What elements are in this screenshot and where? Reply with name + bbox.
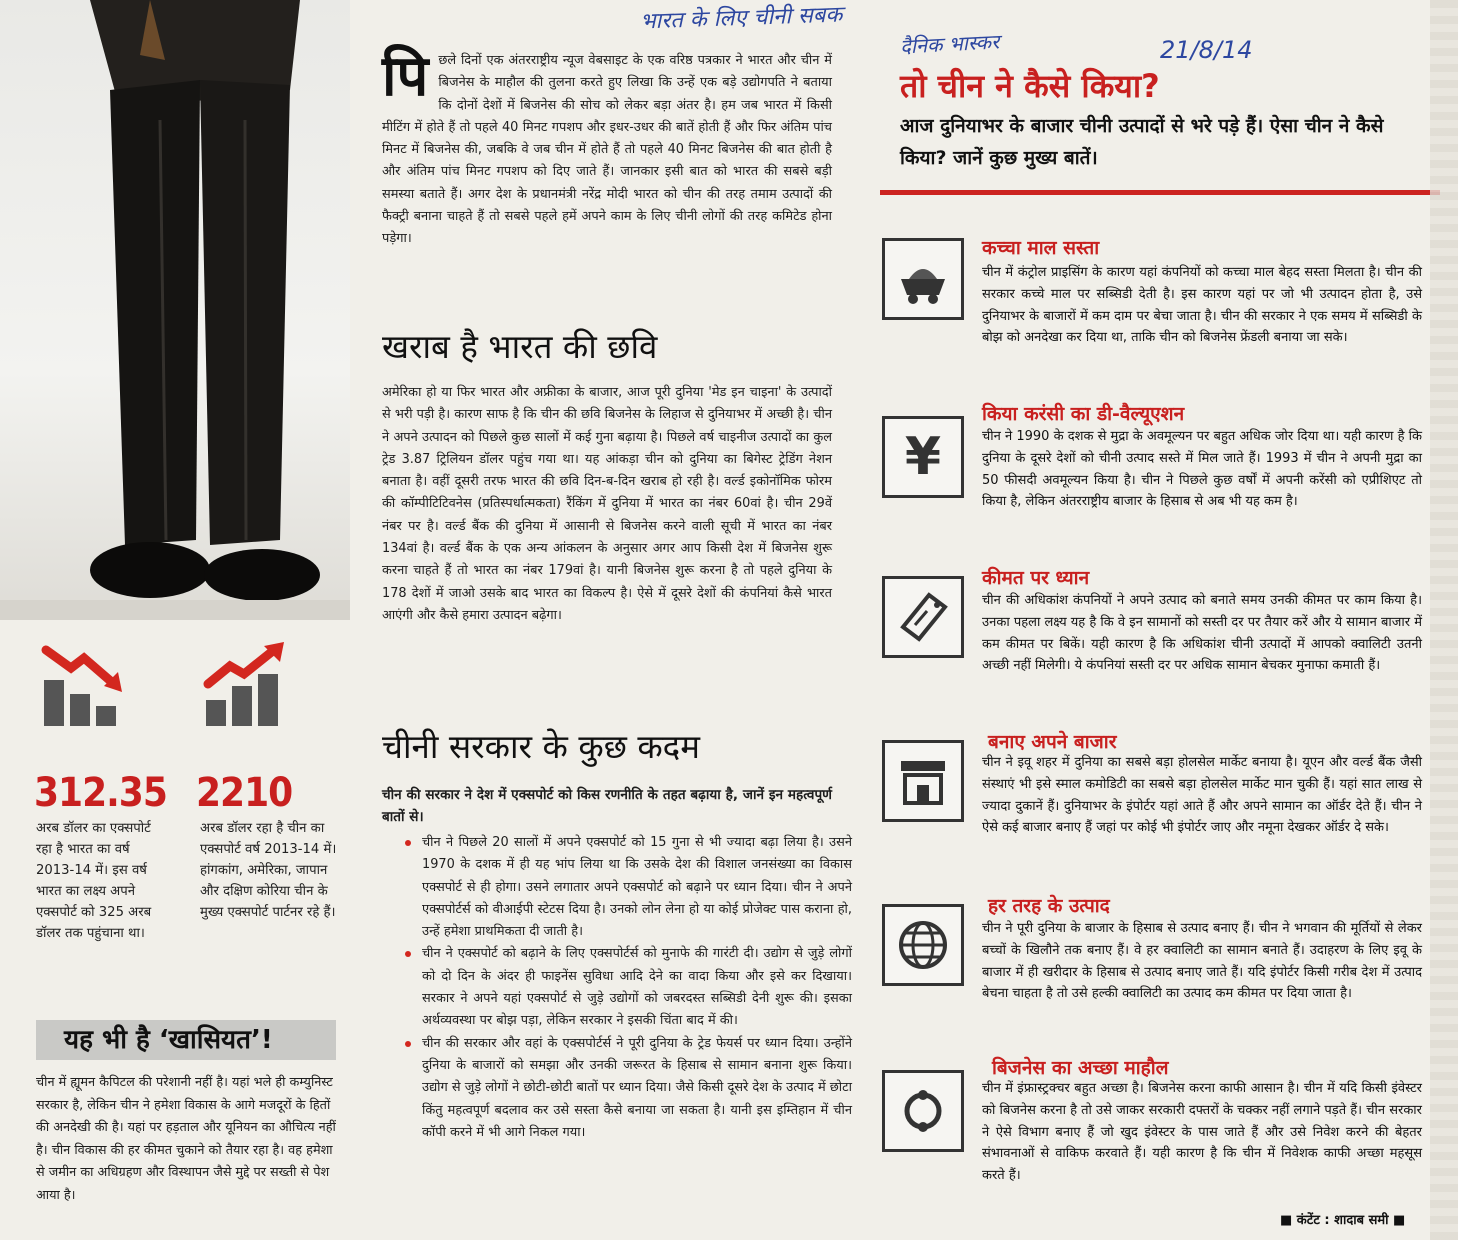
stat-value-china: 2210 xyxy=(196,770,293,816)
yen-icon: ¥ xyxy=(882,416,964,498)
business-cycle-icon xyxy=(882,1070,964,1152)
section-title: बिजनेस का अच्छा माहौल xyxy=(992,1057,1169,1079)
businessman-legs-illustration xyxy=(0,0,350,620)
uptrend-chart-icon xyxy=(198,640,298,730)
list-item: चीन ने एक्सपोर्ट को बढ़ाने के लिए एक्सपोर्टर्स को मुनाफे की गारंटी दी। उद्योग से जुड़े लोगों को दो दिन के अंदर ही फाइनेंस सुविधा आदि देने का वादा किया और इसे कर दिखाया। सरकार ने अपने यहां एक्सपोर्ट से जुड़े उद्योगों को जबरदस्त सब्सिडी देनी शुरू की। इसका अर्थव्यवस्था पर बोझ पड़ा, लेकिन सरकार ने इसकी चिंता बाद में की। xyxy=(422,943,852,1032)
section-title: बनाए अपने बाजार xyxy=(988,731,1117,753)
store-icon xyxy=(882,740,964,822)
handwritten-date: 21/8/14 xyxy=(1160,36,1253,64)
globe-icon xyxy=(882,904,964,986)
divider xyxy=(880,190,1440,195)
intro-text: छले दिनों एक अंतरराष्ट्रीय न्यूज वेबसाइट के एक वरिष्ठ पत्रकार ने भारत और चीन में बिजनेस के माहौल की तुलना करते हुए लिखा कि उन्हें एक बड़े उद्योगपति ने बताया कि दोनों देशों में बिजनेस की सोच को लेकर बड़ा अंतर है। हम जब भारत में किसी मीटिंग में होते हैं तो पहले 40 मिनट गपशप और इधर-उधर की बातें होती हैं और फिर अंतिम पांच मिनट में बिजनेस की, जबकि वे जब चीन में होते हैं तो पहले 40 मिनट बिजनेस की बात होती है और अंतिम पांच मिनट गपशप को दिए जाते हैं। जानकार इसी बात को भारत की सबसे बड़ी समस्या बताते हैं। अगर देश के प्रधानमंत्री नरेंद्र मोदी भारत को चीन की तरह तमाम उत्पादों की फैक्ट्री बनाना चाहते हैं तो सबसे पहले हमें अपने काम के लिए चीनी लोगों की तरह कमिटेड होना पड़ेगा। xyxy=(382,53,832,247)
stat-value-india: 312.35 xyxy=(34,770,167,816)
steps-heading: चीनी सरकार के कुछ कदम xyxy=(382,727,700,766)
stat-text-china: अरब डॉलर रहा है चीन का एक्सपोर्ट वर्ष 2013-14 में। हांगकांग, अमेरिका, जापान और दक्षिण कोरिया चीन के मुख्य एक्सपोर्ट पार्टनर रहे हैं। xyxy=(200,821,337,920)
dropcap: पि xyxy=(382,44,429,109)
section-title: कच्चा माल सस्ता xyxy=(982,237,1100,259)
stat-text-india: अरब डॉलर का एक्सपोर्ट रहा है भारत का वर्ष 2013-14 में। इस वर्ष भारत का लक्ष्य अपने एक्सपोर्ट को 325 अरब डॉलर तक पहुंचाना था। xyxy=(36,821,152,941)
section-title: कीमत पर ध्यान xyxy=(982,567,1090,589)
price-tag-icon xyxy=(882,576,964,658)
section-text: चीन ने 1990 के दशक से मुद्रा के अवमूल्यन पर बहुत अधिक जोर दिया था। यही कारण है कि दुनिया के दूसरे देशों को चीनी उत्पाद सस्ते में मिल जाते हैं। 1993 में चीन ने अपनी मुद्रा का 50 फीसदी अवमूल्यन किया है। चीन ने पिछले कुछ वर्षों में अपनी करेंसी को एप्रीशिएट तो किया है, लेकिन अंतरराष्ट्रीय बाजार के हिसाब से अब भी यह कम है। xyxy=(982,429,1422,510)
section-text: चीन में इंफ्रास्ट्रक्चर बहुत अच्छा है। बिजनेस करना काफी आसान है। चीन में यदि किसी इंवेस्टर को बिजनेस करना है तो उसे जाकर सरकारी दफ्तरों के चक्कर नहीं लगाने पड़ते हैं। चीन सरकार ने ऐसे विभाग बनाए हैं जो खुद इंवेस्टर के पास जाते हैं और उसे निवेश करने की बेहतर संभावनाओं से वाकिफ करवाते हैं। यही कारण है कि चीन में निवेशक काफी अच्छा महसूस करते हैं। xyxy=(982,1081,1422,1184)
section-text: चीन ने इवू शहर में दुनिया का सबसे बड़ा होलसेल मार्केट बनाया है। यूएन और वर्ल्ड बैंक जैसी संस्थाएं भी इसे स्माल कमोडिटी का सबसे बड़ा होलसेल मार्केट मान चुकी हैं। यहां सात लाख से ज्यादा दुकानें हैं। दुनियाभर के इंपोर्टर यहां आते हैं और अपने सामान का ऑर्डर देते हैं। चीन ने ऐसे कई बाजार बनाए हैं जहां पर कोई भी इंपोर्टर जाए और नमूना देखकर ऑर्डर दे सके। xyxy=(982,755,1422,836)
mine-cart-icon xyxy=(882,238,964,320)
right-subheading: आज दुनियाभर के बाजार चीनी उत्पादों से भरे पड़े हैं। ऐसा चीन ने कैसे किया? जानें कुछ मुख्य बातें। xyxy=(900,115,1384,169)
section-title: किया करंसी का डी-वैल्यूएशन xyxy=(982,403,1185,425)
list-item: चीन ने पिछले 20 सालों में अपने एक्सपोर्ट को 15 गुना से भी ज्यादा बढ़ा लिया है। उसने 1970 के दशक में ही यह भांप लिया था कि उसके देश की विशाल जनसंख्या का विकास एक्सपोर्ट से ही होगा। उसने लगातार अपने एक्सपोर्ट को बढ़ाने पर ध्यान दिया। चीन ने अपने एक्सपोर्टर्स को वीआईपी स्टेटस दिया है। उनको लोन लेना हो या कोई प्रोजेक्ट पास कराना हो, उन्हें हमेशा प्राथमिकता दी जाती है। xyxy=(422,832,852,943)
intro-article xyxy=(382,44,832,251)
section-text: चीन ने पूरी दुनिया के बाजार के हिसाब से उत्पाद बनाए हैं। चीन ने भगवान की मूर्तियों से लेकर बच्चों के खिलौने तक बनाए हैं। वे हर क्वालिटी का सामान बनाते हैं। उदाहरण के लिए इवू के बाजार में ही खरीदार के हिसाब से उत्पाद बनाए जाते हैं। यदि इंपोर्टर किसी गरीब देश में उत्पाद बेचना चाहता है तो उसे हल्की क्वालिटी का उत्पाद कम कीमत पर दिया जाता है। xyxy=(982,921,1422,1002)
businessman-photo xyxy=(0,0,350,620)
section-title: हर तरह के उत्पाद xyxy=(988,895,1110,917)
stat-india xyxy=(36,640,136,734)
section-text: चीन में कंट्रोल प्राइसिंग के कारण यहां कंपनियों को कच्चा माल बेहद सस्ता मिलता है। चीन की सरकार कच्चे माल पर सब्सिडी देती है। इस कारण यहां पर जो भी उत्पादन होता है, उसे दुनियाभर के बाजारों में कम दाम पर बेचा जाता है। चीन की सरकार ने एक समय में सब्सिडी के बोझ को अनदेखा कर दिया था, ताकि चीन को बिजनेस फ्रेंडली बनाया जा सके। xyxy=(982,265,1422,346)
right-heading: तो चीन ने कैसे किया? xyxy=(900,67,1160,105)
downtrend-chart-icon xyxy=(36,640,136,730)
image-text: अमेरिका हो या फिर भारत और अफ्रीका के बाजार, आज पूरी दुनिया 'मेड इन चाइना' के उत्पादों से भरी पड़ी है। कारण साफ है कि चीन की छवि बिजनेस के लिहाज से दुनियाभर में अच्छी है। चीन ने अपने उत्पादन को पिछले कुछ सालों में कई गुना बढ़ाया है। पिछले वर्ष चाइनीज उत्पादों का कुल ट्रेड 3.87 ट्रिलियन डॉलर पहुंच गया था। यह आंकड़ा चीन को दुनिया का बिगेस्ट ट्रेडिंग नेशन बनाता है। वहीं दूसरी तरफ भारत की छवि दिन-ब-दिन खराब हो रही है। वर्ल्ड इकोनॉमिक फोरम की कॉम्पीटिटिवनेस (प्रतिस्पर्धात्मकता) रैंकिंग में दुनिया में भारत का नंबर 60वां है। चीन 29वें नंबर पर है। वर्ल्ड बैंक की दुनिया में आसानी से बिजनेस करने वाली सूची में भारत का नंबर 134वां है। वर्ल्ड बैंक के एक अन्य आंकलन के अनुसार अगर आप किसी देश में बिजनेस शुरू करना चाहते हैं तो भारत का नंबर 179वां है। यानी बिजनेस शुरू करना है तो पहले दुनिया के 178 देशों में जाओ उसके बाद भारत का विकल्प है। ऐसे में दूसरे देशों की कंपनियां कैसे भारत आएंगी और कैसे हमारा उत्पादन बढ़ेगा। xyxy=(382,385,832,623)
image-heading: खराब है भारत की छवि xyxy=(382,327,658,366)
steps-list xyxy=(402,832,852,1144)
steps-intro: चीन की सरकार ने देश में एक्सपोर्ट को किस रणनीति के तहत बढ़ाया है, जानें इन महत्वपूर्ण बातों से। xyxy=(382,787,832,825)
khasiyat-heading: यह भी है ‘खासियत’! xyxy=(36,1020,336,1060)
stat-china xyxy=(198,640,298,734)
handwritten-source: दैनिक भास्कर xyxy=(899,29,1000,59)
khasiyat-text: चीन में ह्यूमन कैपिटल की परेशानी नहीं है। यहां भले ही कम्युनिस्ट सरकार है, लेकिन चीन ने हमेशा विकास के आगे मजदूरों के हितों की अनदेखी की है। यहां पर हड़ताल और यूनियन का औचित्य नहीं है। चीन विकास की हर कीमत चुकाने को तैयार रहा है। वह हमेशा से जमीन का अधिग्रहण और विस्थापन जैसे मुद्दे पर सख्ती से पेश आया है। xyxy=(36,1075,336,1203)
content-credit: ■ कंटेंट : शादाब समी ■ xyxy=(1280,1213,1406,1228)
adjacent-page-edge xyxy=(1430,0,1458,1240)
list-item: चीन की सरकार और वहां के एक्सपोर्टर्स ने पूरी दुनिया के ट्रेड फेयर्स पर ध्यान दिया। उन्होंने दुनिया के बाजारों को समझा और उनकी जरूरत के हिसाब से सामान बनाना शुरू किया। उद्योग से जुड़े लोगों ने छोटी-छोटी बातों पर ध्यान दिया। जैसे किसी दूसरे देश के उत्पाद में छोटा किंतु महत्वपूर्ण बदलाव कर उसे सस्ता कैसे बनाया जा सकता है। यानी इस इम्तिहान में चीन कॉपी करने में भी आगे निकल गया। xyxy=(422,1033,852,1144)
section-text: चीन की अधिकांश कंपनियों ने अपने उत्पाद को बनाते समय उनकी कीमत पर काम किया है। उनका पहला लक्ष्य यह है कि वे इन सामानों को सस्ती दर पर तैयार करें और ये सामान बाजार में कम कीमत पर बिकें। यही कारण है कि अधिकांश चीनी उत्पादों में आपको क्वालिटी उतनी अच्छी नहीं मिलेगी। ये कंपनियां सस्ती दर पर अधिक सामान बेचकर मुनाफा कमाती हैं। xyxy=(982,593,1422,674)
handwritten-title: भारत के लिए चीनी सबक xyxy=(639,2,843,35)
